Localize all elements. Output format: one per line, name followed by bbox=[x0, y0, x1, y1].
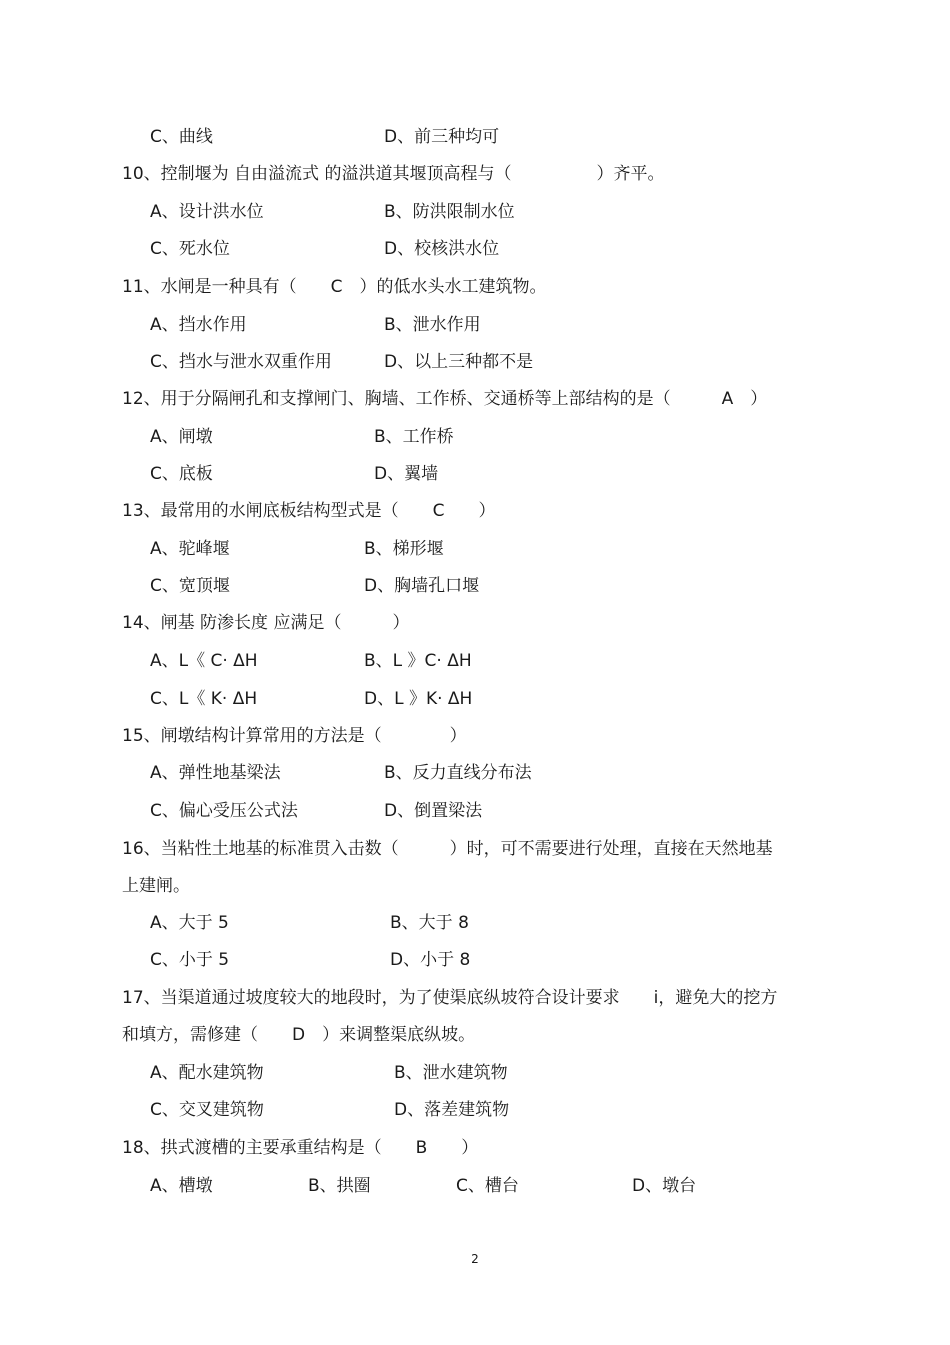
q18-option-d: D、墩台 bbox=[632, 1176, 697, 1196]
q10-option-c: C、死水位 bbox=[150, 239, 230, 259]
q16-option-a: A、大于 5 bbox=[150, 913, 229, 933]
q11-option-a: A、挡水作用 bbox=[150, 315, 247, 335]
q16-option-b: B、大于 8 bbox=[390, 913, 469, 933]
q16-option-c: C、小于 5 bbox=[150, 950, 230, 970]
q15-stem: 15、闸墩结构计算常用的方法是（ ） bbox=[122, 726, 467, 746]
q12-option-a: A、闸墩 bbox=[150, 427, 213, 447]
q18-option-b: B、拱圈 bbox=[308, 1176, 371, 1196]
q14-option-c: C、L《 K· ΔH bbox=[150, 689, 258, 709]
q13-stem: 13、最常用的水闸底板结构型式是（ C ） bbox=[122, 501, 496, 521]
q14-option-b: B、L 》C· ΔH bbox=[364, 651, 472, 671]
q14-option-d: D、L 》K· ΔH bbox=[364, 689, 473, 709]
q12-option-b: B、工作桥 bbox=[374, 427, 454, 447]
q15-option-a: A、弹性地基梁法 bbox=[150, 763, 281, 783]
q17-option-c: C、交叉建筑物 bbox=[150, 1100, 264, 1120]
q11-stem: 11、水闸是一种具有（ C ）的低水头水工建筑物。 bbox=[122, 277, 547, 297]
q12-stem: 12、用于分隔闸孔和支撑闸门、胸墙、工作桥、交通桥等上部结构的是（ A ） bbox=[122, 389, 768, 409]
q14-stem: 14、闸基 防渗长度 应满足（ ） bbox=[122, 613, 410, 633]
q17-option-b: B、泄水建筑物 bbox=[394, 1063, 508, 1083]
q9-option-d: D、前三种均可 bbox=[384, 127, 500, 147]
q12-option-c: C、底板 bbox=[150, 464, 213, 484]
q17-stem-line2: 和填方，需修建（ D ）来调整渠底纵坡。 bbox=[122, 1025, 476, 1045]
q13-option-b: B、梯形堰 bbox=[364, 539, 444, 559]
q16-option-d: D、小于 8 bbox=[390, 950, 471, 970]
q11-option-c: C、挡水与泄水双重作用 bbox=[150, 352, 332, 372]
q14-option-a: A、L《 C· ΔH bbox=[150, 651, 258, 671]
q17-option-a: A、配水建筑物 bbox=[150, 1063, 264, 1083]
q15-option-c: C、偏心受压公式法 bbox=[150, 801, 298, 821]
q18-stem: 18、拱式渡槽的主要承重结构是（ B ） bbox=[122, 1138, 479, 1158]
q15-option-b: B、反力直线分布法 bbox=[384, 763, 532, 783]
q9-option-c: C、曲线 bbox=[150, 127, 213, 147]
q13-option-c: C、宽顶堰 bbox=[150, 576, 230, 596]
page-number: 2 bbox=[471, 1252, 479, 1266]
q16-stem-line1: 16、当粘性土地基的标准贯入击数（ ）时，可不需要进行处理，直接在天然地基 bbox=[122, 839, 773, 859]
q17-option-d: D、落差建筑物 bbox=[394, 1100, 510, 1120]
q13-option-a: A、驼峰堰 bbox=[150, 539, 230, 559]
q12-option-d: D、翼墙 bbox=[374, 464, 439, 484]
q17-stem-line1: 17、当渠道通过坡度较大的地段时，为了使渠底纵坡符合设计要求 i，避免大的挖方 bbox=[122, 988, 778, 1008]
q13-option-d: D、胸墙孔口堰 bbox=[364, 576, 480, 596]
q10-option-b: B、防洪限制水位 bbox=[384, 202, 515, 222]
q18-option-a: A、槽墩 bbox=[150, 1176, 213, 1196]
q16-stem-line2: 上建闸。 bbox=[122, 876, 190, 896]
q11-option-b: B、泄水作用 bbox=[384, 315, 481, 335]
q15-option-d: D、倒置梁法 bbox=[384, 801, 483, 821]
q11-option-d: D、以上三种都不是 bbox=[384, 352, 534, 372]
q10-stem: 10、控制堰为 自由溢流式 的溢洪道其堰顶高程与（ ）齐平。 bbox=[122, 164, 665, 184]
q18-option-c: C、槽台 bbox=[456, 1176, 519, 1196]
q10-option-d: D、校核洪水位 bbox=[384, 239, 500, 259]
q10-option-a: A、设计洪水位 bbox=[150, 202, 264, 222]
